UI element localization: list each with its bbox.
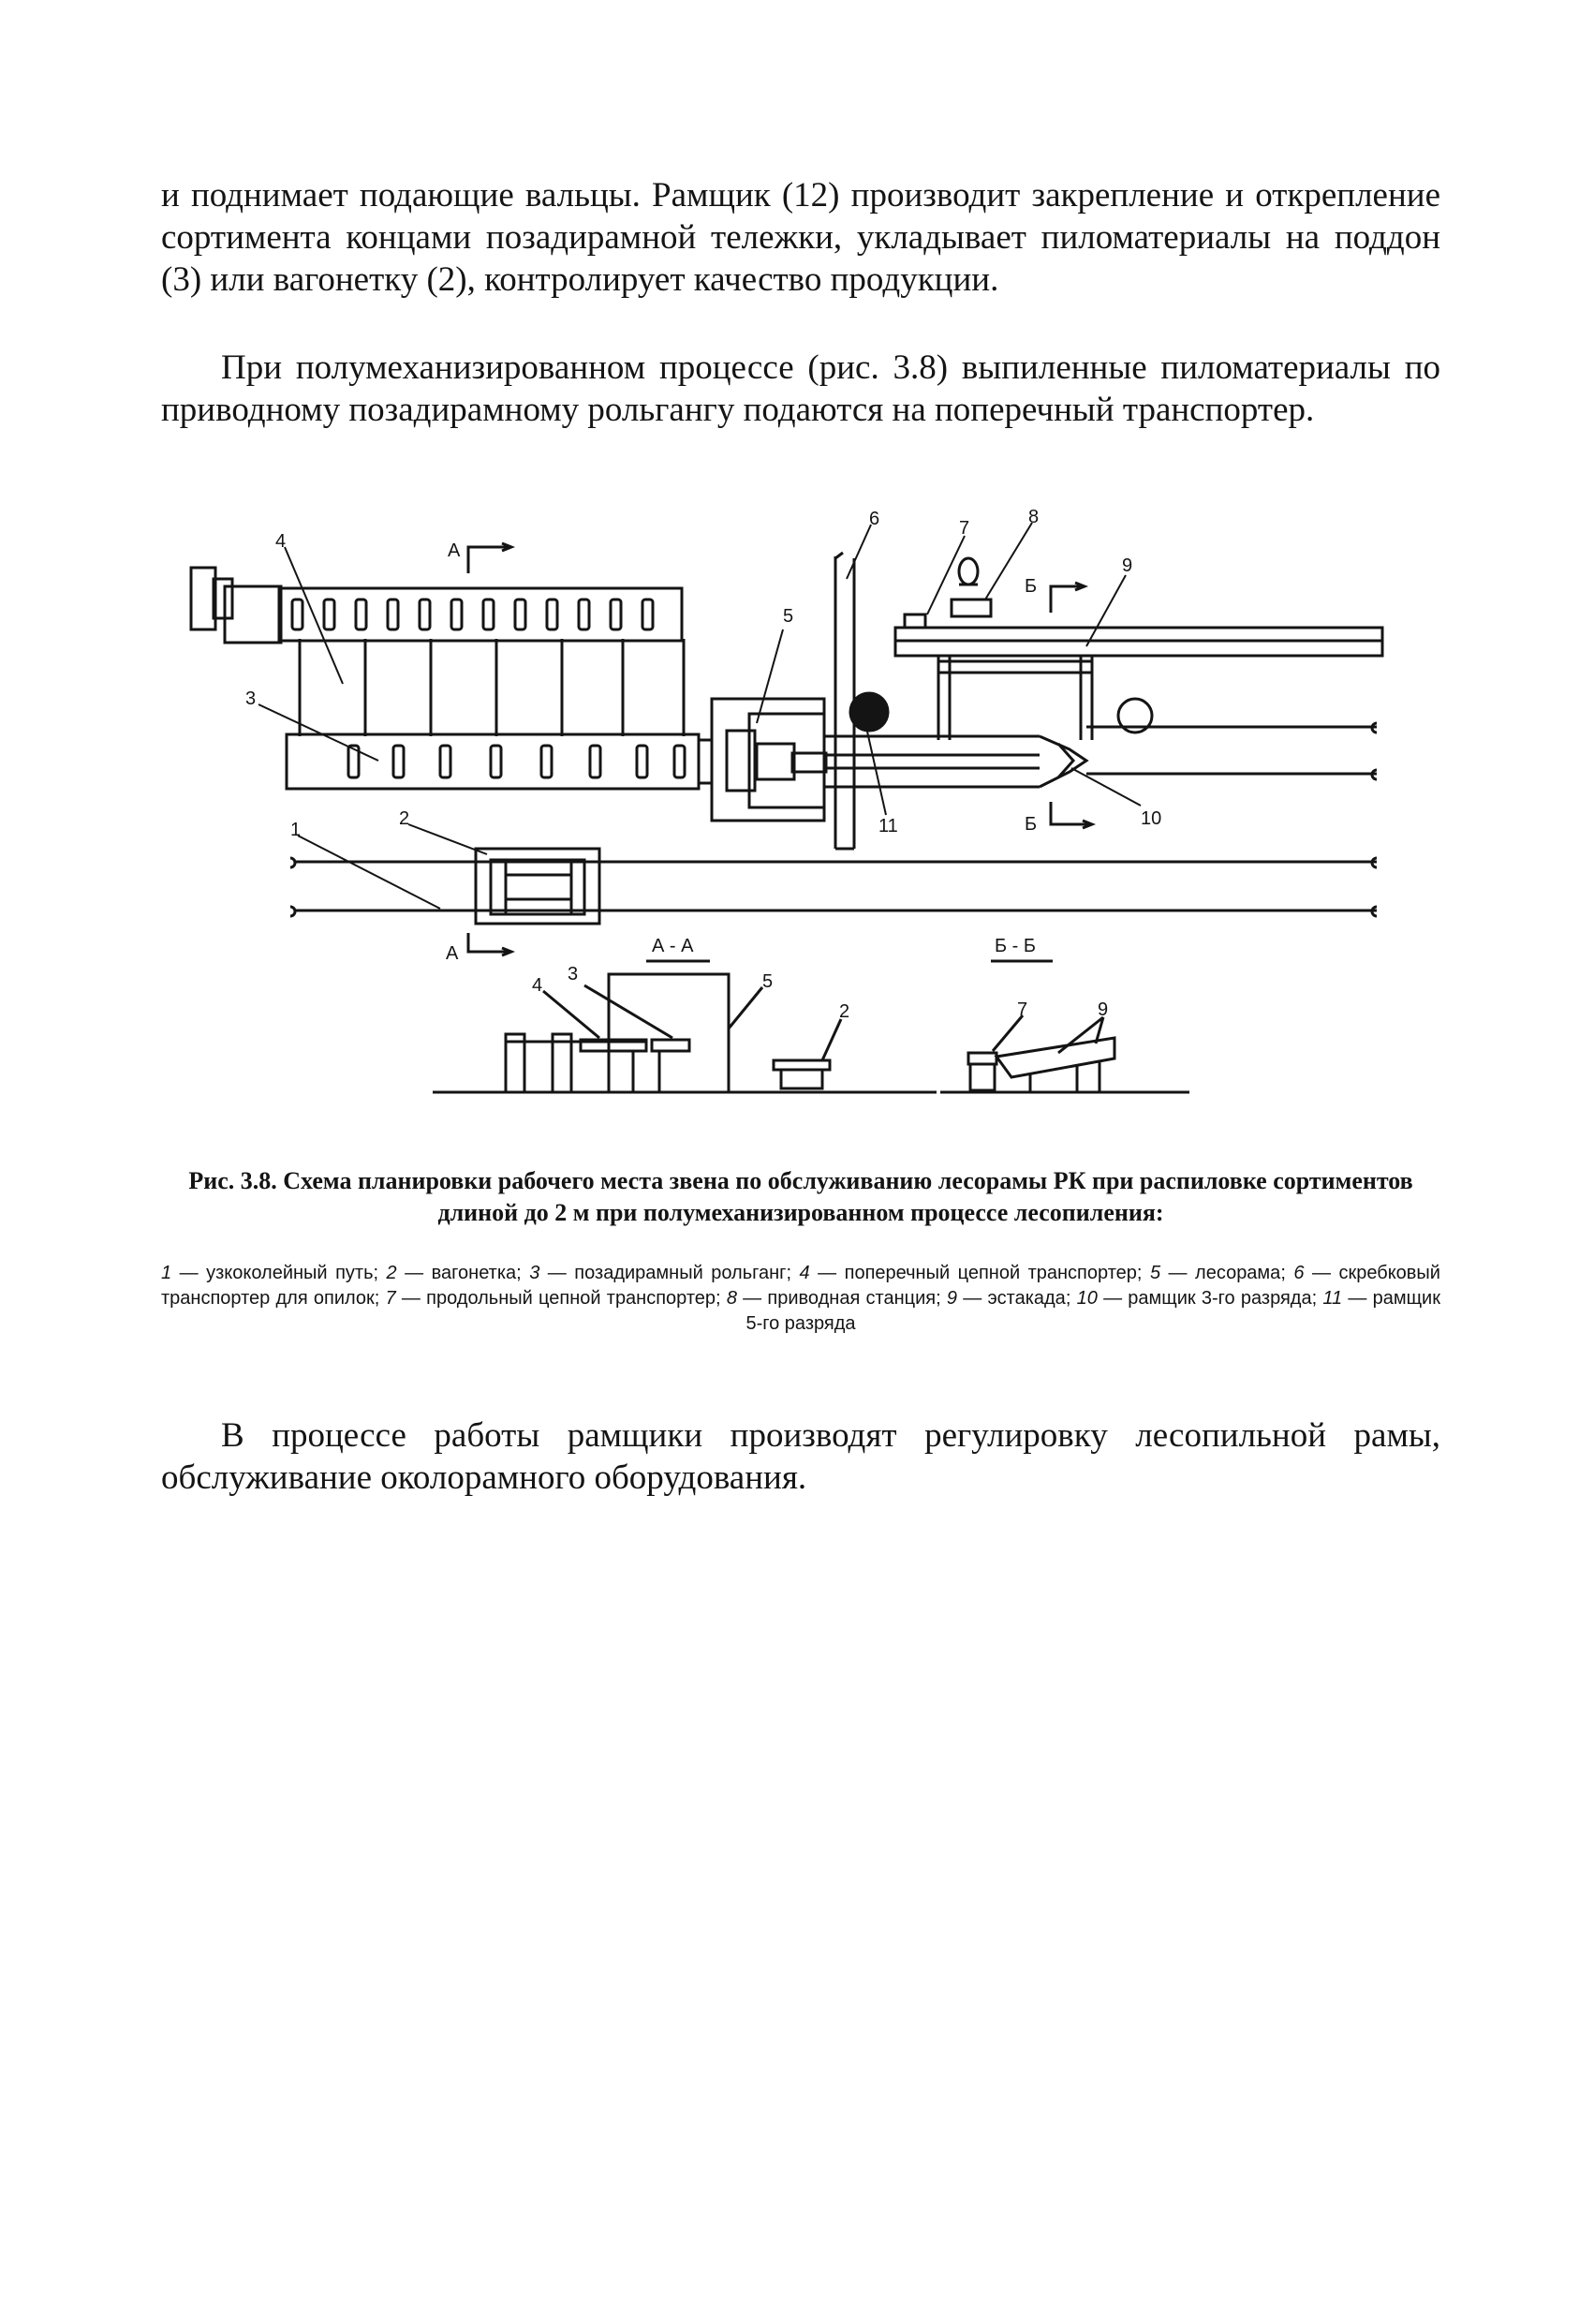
legend-number: 10	[1076, 1288, 1098, 1309]
legend-item-6: 6 — скребковый транспортер для опилок	[161, 1263, 1440, 1309]
legend-text: продольный цепной транспортер	[426, 1288, 716, 1309]
trolley	[476, 849, 599, 924]
view-a-a	[433, 961, 937, 1092]
legend-item-11: 11 — рамщик 5-го разряда	[745, 1288, 1440, 1334]
legend-text: рамщик 5-го разряда	[745, 1288, 1440, 1334]
conveyor-slat	[483, 600, 494, 629]
legend-number: 7	[385, 1288, 396, 1309]
section-a-bottom-label: А	[446, 943, 459, 964]
legend-item-3: 3 — позадирамный рольганг	[529, 1263, 787, 1283]
conveyor-slat	[451, 600, 462, 629]
conveyor-slat	[590, 746, 600, 777]
legend-number: 11	[1322, 1288, 1343, 1309]
legend-item-1: 1 — узкоколейный путь	[161, 1263, 374, 1283]
label-8: 8	[1028, 507, 1040, 527]
legend-item-7: 7 — продольный цепной транспортер	[385, 1288, 716, 1309]
legend-number: 2	[386, 1263, 397, 1283]
conveyor-slat	[388, 600, 398, 629]
narrow-gauge-track	[290, 858, 1377, 916]
view-b-b	[940, 961, 1189, 1092]
conveyor-slat	[674, 746, 685, 777]
legend-text: поперечный цепной транспортер	[844, 1263, 1137, 1283]
conveyor-slat	[637, 746, 647, 777]
conveyor-slat	[491, 746, 501, 777]
paragraph-maintenance: В процессе работы рамщики производят регулировку лесопильной рамы, обслуживание околорамного оборудования.	[161, 1416, 1440, 1497]
operator-11-circle	[850, 693, 888, 731]
legend-item-2: 2 — вагонетка	[386, 1263, 517, 1283]
label-9: 9	[1122, 555, 1133, 576]
view-a-a-label-3: 3	[568, 964, 579, 984]
conveyor-slat	[642, 600, 653, 629]
label-6: 6	[869, 509, 880, 529]
view-b-b-label-9: 9	[1098, 999, 1109, 1020]
legend-item-4: 4 — поперечный цепной транспортер	[799, 1263, 1137, 1283]
legend-text: позадирамный рольганг	[574, 1263, 787, 1283]
section-a-top-label: А	[448, 540, 461, 561]
conveyor-slat	[541, 746, 552, 777]
leader-lines	[258, 523, 1141, 909]
view-a-a-label-5: 5	[762, 971, 774, 992]
label-2: 2	[399, 808, 410, 829]
label-1: 1	[290, 820, 302, 840]
legend-text: эстакада	[987, 1288, 1066, 1309]
conveyor-slat	[324, 600, 334, 629]
legend-text: скребковый транспортер для опилок	[161, 1263, 1440, 1309]
view-a-a-title: А - А	[652, 936, 694, 956]
conveyor-slats-top	[292, 600, 653, 629]
paragraph-semi-mechanized: При полумеханизированном процессе (рис. 3.8) выпиленные пиломатериалы по приводному позадирамному рольгангу подаются на поперечный транспортер.	[161, 348, 1440, 429]
legend-text: приводная станция	[767, 1288, 937, 1309]
conveyor-slat	[579, 600, 589, 629]
conveyor-slat	[420, 600, 430, 629]
view-a-a-label-4: 4	[532, 975, 543, 996]
section-b-top-label: Б	[1025, 576, 1038, 597]
conveyor-slat	[515, 600, 525, 629]
label-10: 10	[1141, 808, 1162, 829]
legend-item-5: 5 — лесорама	[1149, 1263, 1281, 1283]
figure-caption-legend: 1 — узкоколейный путь; 2 — вагонетка; 3 — позадирамный рольганг; 4 — поперечный цепной транспортер; 5 — лесорама; 6 — скребковый транспортер для опилок; 7 — продольный цепной транспортер; 8 — приводная станция; 9 — эстакада; 10 — рамщик 3-го разряда; 11 — рамщик 5-го разряда	[161, 1263, 1440, 1334]
roller-conveyor-rollers	[348, 746, 685, 777]
legend-number: 5	[1149, 1263, 1161, 1283]
figure-caption-title: Рис. 3.8. Схема планировки рабочего места звена по обслуживанию лесорамы РК при распиловке сортиментов длиной до 2 м при полумеханизированном процессе лесопиления:	[188, 1167, 1413, 1226]
conveyor-slat	[393, 746, 404, 777]
legend-text: узкоколейный путь	[206, 1263, 374, 1283]
transverse-conveyor	[191, 568, 684, 736]
legend-text: вагонетка	[431, 1263, 517, 1283]
legend-item-9: 9 — эстакада	[946, 1288, 1066, 1309]
carriage	[824, 736, 1086, 787]
legend-number: 8	[726, 1288, 737, 1309]
conveyor-slat	[611, 600, 621, 629]
legend-text: рамщик 3-го разряда	[1128, 1288, 1312, 1309]
conveyor-slat	[440, 746, 450, 777]
legend-number: 9	[946, 1288, 957, 1309]
section-b-bottom-label: Б	[1025, 814, 1038, 835]
legend-number: 4	[799, 1263, 810, 1283]
legend-text: лесорама	[1195, 1263, 1281, 1283]
log-frame-saw	[712, 699, 826, 821]
section-markers	[468, 543, 1092, 955]
conveyor-slat	[292, 600, 303, 629]
legend-number: 1	[161, 1263, 172, 1283]
overpass-and-longitudinal-conveyor	[895, 614, 1382, 740]
sawdust-scraper-conveyor	[835, 553, 854, 849]
legend-item-8: 8 — приводная станция	[726, 1288, 937, 1309]
legend-item-10: 10 — рамщик 3-го разряда	[1076, 1288, 1312, 1309]
conveyor-slat	[547, 600, 557, 629]
conveyor-slat	[356, 600, 366, 629]
label-3: 3	[245, 688, 257, 709]
legend-number: 6	[1293, 1263, 1305, 1283]
label-5: 5	[783, 606, 794, 627]
view-a-a-label-2: 2	[839, 1001, 850, 1022]
view-b-b-title: Б - Б	[995, 936, 1037, 956]
legend-number: 3	[529, 1263, 540, 1283]
paragraph-continuation: и поднимает подающие вальцы. Рамщик (12) производит закрепление и открепление сортимента концами позадирамной тележки, укладывает пиломатериалы на поддон (3) или вагонетку (2), контролирует качество продукции.	[161, 176, 1440, 299]
view-b-b-label-7: 7	[1017, 999, 1028, 1020]
drive-station	[952, 558, 991, 616]
label-7: 7	[959, 518, 970, 539]
label-4: 4	[275, 531, 287, 552]
label-11: 11	[878, 816, 898, 836]
